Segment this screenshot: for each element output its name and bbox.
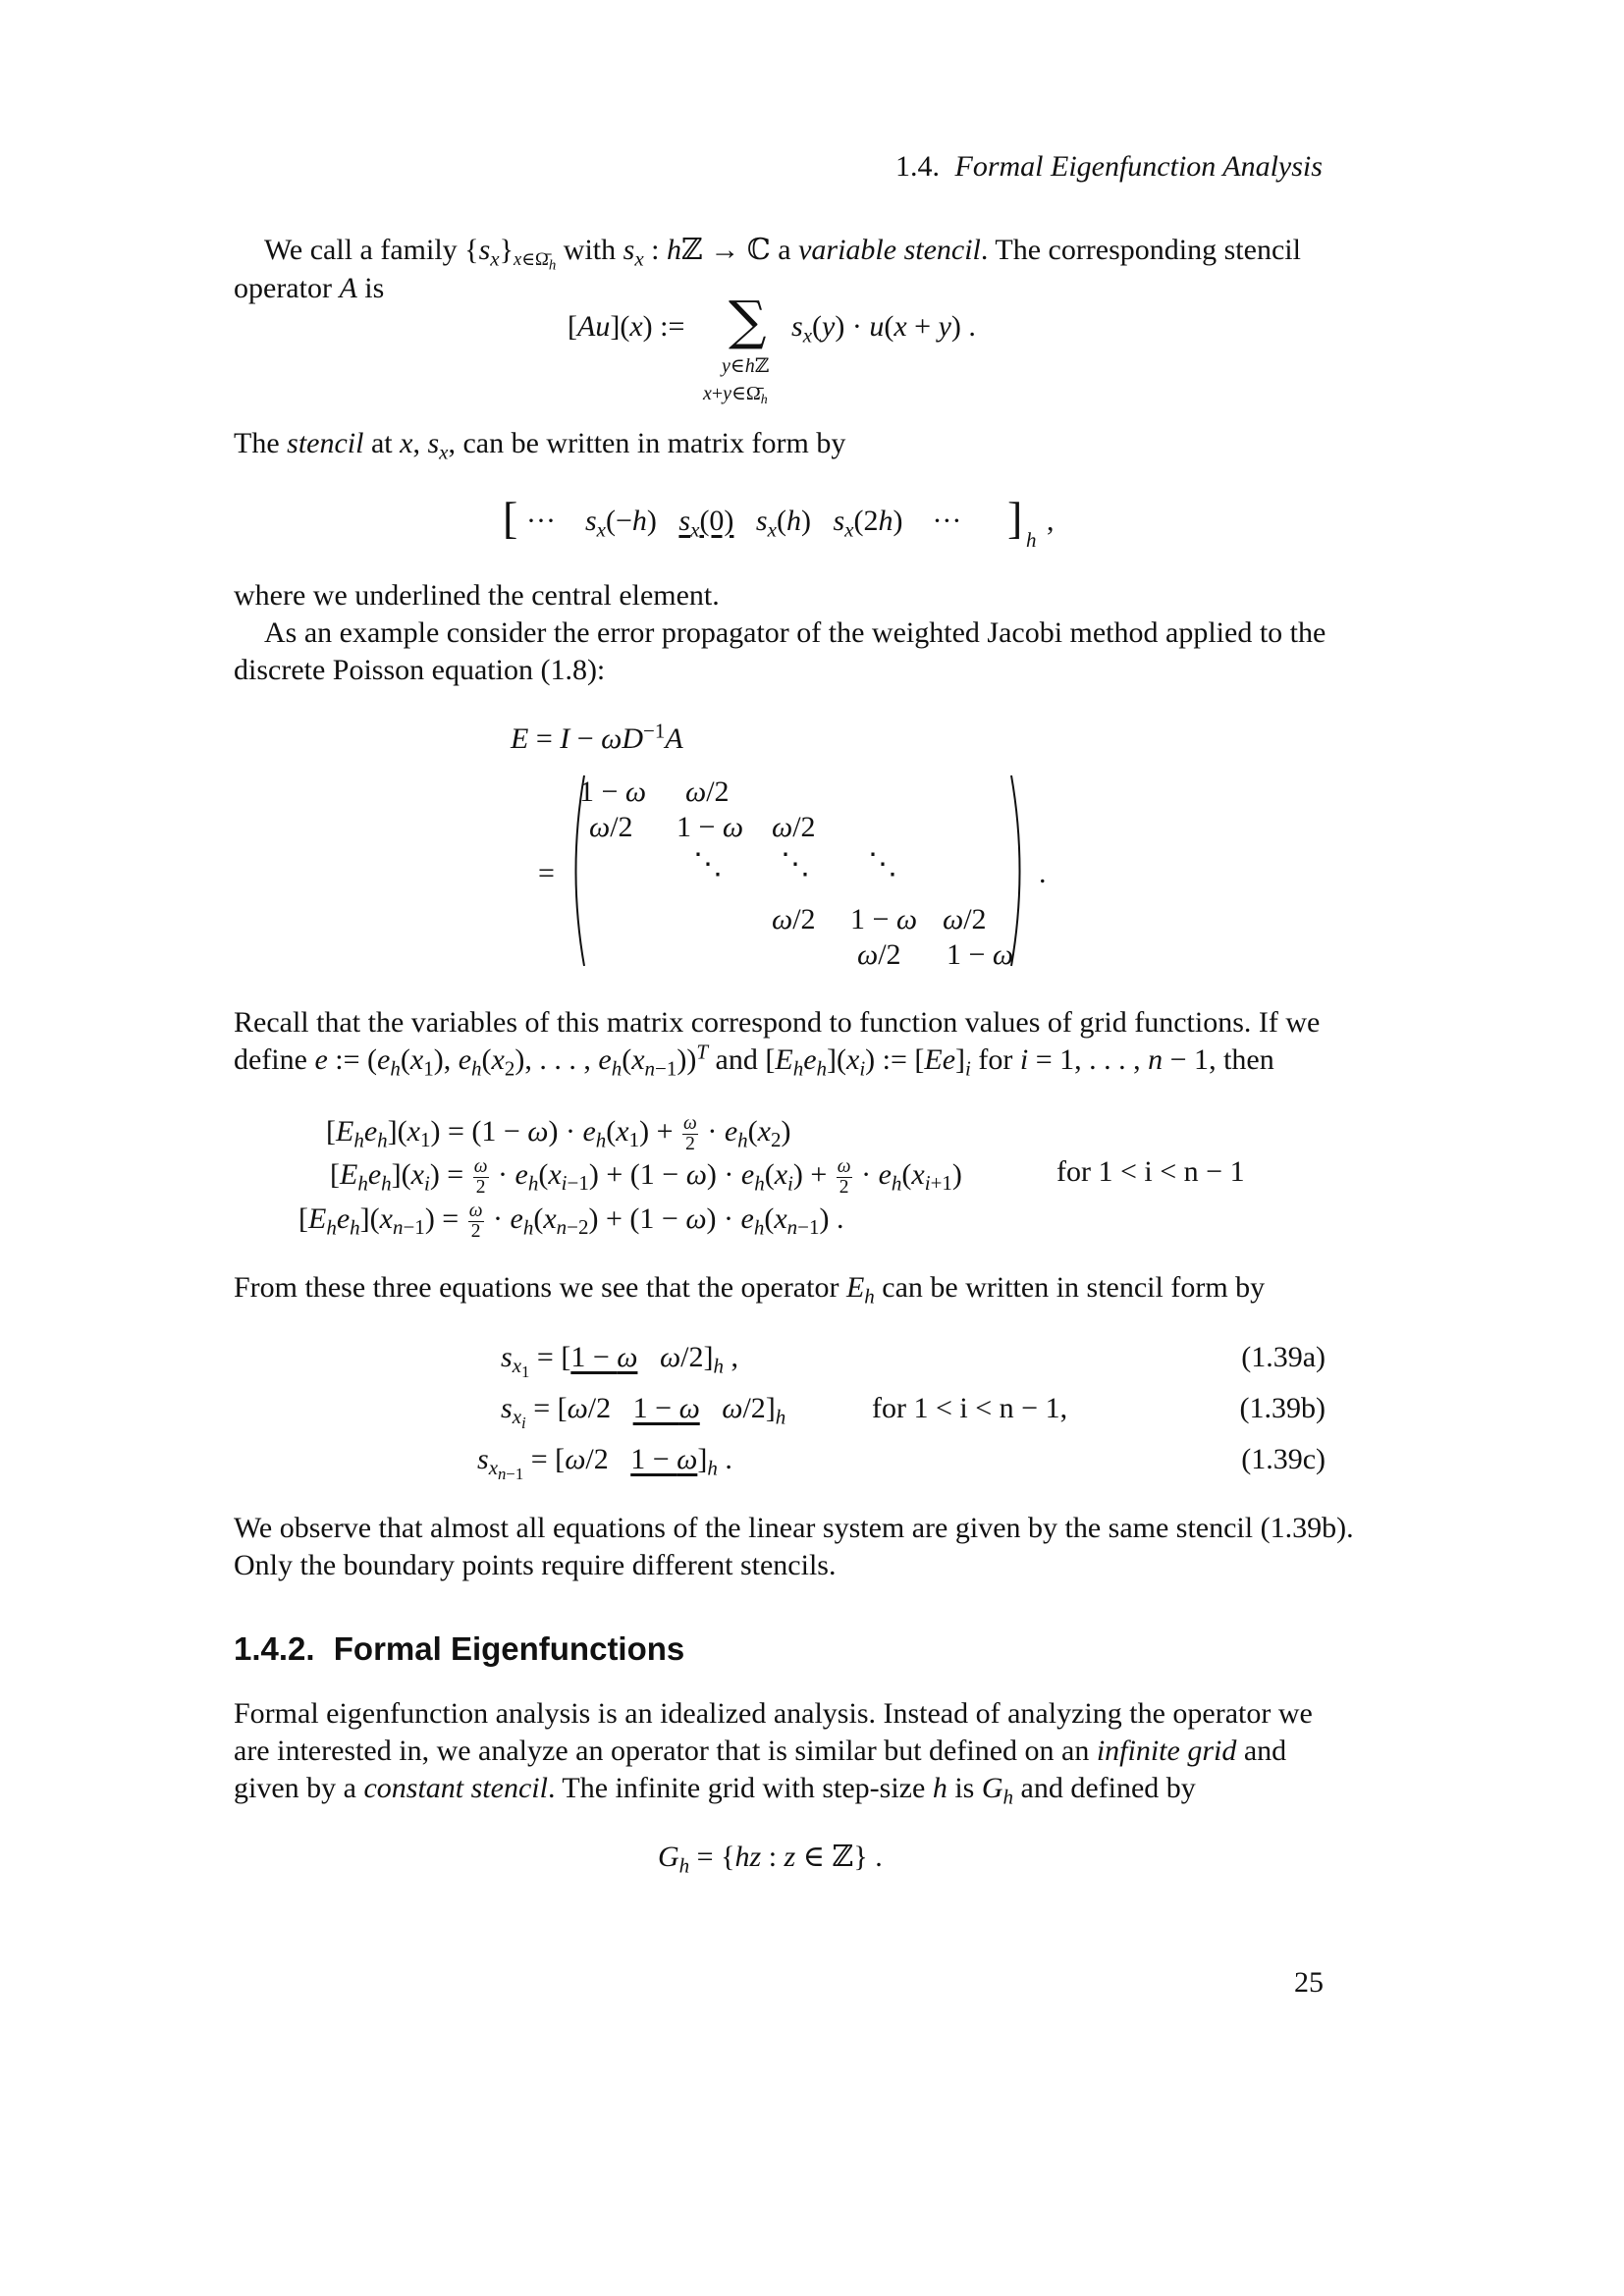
stencil-intro-line: The stencil at x, $s_x$, can be written in matrix form by	[234, 427, 846, 464]
paragraph-variable-stencil-line1: We call a family $\{s_x\}_{x\in\Omegā_h}$ with $s_x$ : hℤ → ℂ a variable stencil. The corresponding stencil	[264, 233, 1301, 274]
header-section-number: 1.4.	[895, 150, 940, 183]
recall-line2: define e := ($e_h(x_1)$, $e_h(x_2)$, . . . , $e_h(x_{n-1}))^T$ and $[E_he_h](x_i)$ := $[Ee]_i$ for i = 1, . . . , n − 1, then	[234, 1040, 1274, 1081]
subsection-number: 1.4.2.	[234, 1630, 315, 1667]
eq-range-condition: for 1 < i < n − 1	[1056, 1155, 1245, 1188]
underline-note: where we underlined the central element.	[234, 579, 720, 612]
jacobi-intro-line1: As an example consider the error propagator of the weighted Jacobi method applied to the	[264, 616, 1326, 649]
three-eq-line: From these three equations we see that the operator $E_h$ can be written in stencil form by	[234, 1271, 1266, 1308]
equation-infinite-grid: $G_h = \{hz$ : z ∈ ℤ} .	[658, 1840, 883, 1878]
recall-line1: Recall that the variables of this matrix correspond to function values of grid functions. If we	[234, 1006, 1321, 1039]
fe-line1: Formal eigenfunction analysis is an idealized analysis. Instead of analyzing the operator we	[234, 1697, 1313, 1730]
jacobi-intro-line2: discrete Poisson equation (1.8):	[234, 654, 606, 686]
fe-line3: given by a constant stencil. The infinite grid with step-size h is $G_h$ and defined by	[234, 1772, 1196, 1809]
page: 1.4. Formal Eigenfunction Analysis We call a family $\{s_x\}_{x\in\Omegā_h}$ with $s_x$ : hℤ → ℂ a variable stencil. The corresponding stencil operator A is [Au](x) := ∑ y∈hℤ $x+y\in\Omegā_h$ $s_x(y) \cdot u(x + y)$ . The stencil at x, $s_x$, can be written in matrix form by [ ··· $s_x(-h)$ $s_x(0)$ $s_x(h)$ $s_x(2h)$ ··· ] h , where we underlined the central element. As an example consider the error propagator of the weighted Jacobi method applied to the discrete Poisson equation (1.8): $E = I - \omega D^{-1}A$ = 1 − ω ω/2 ω/2 1 − ω ω/2 ⋱ ⋱ ⋱ ω/2 1 − ω ω/2 ω/2 1 − ω . Recall that the variables of this matrix correspond to function values of grid functions. If we define e := ($e_h(x_1)$, $e_h(x_2)$, . . . , $e_h(x_{n-1}))^T$ and $[E_he_h](x_i)$ := $[Ee]_i$ for i = 1, . . . , n − 1, then $[E_he_h](x_1) = (1 - \omega) \cdot e_h(x_1)$ + $\frac{\omega}{2}$ · $e_h(x_2)$ $[E_he_h](x_i)$ = $\frac{\omega}{2}$ · $e_h(x_{i-1}) + (1 - \omega) \cdot e_h(x_i)$ + $\frac{\omega}{2}$ · $e_h(x_{i+1})$ for 1 < i < n − 1 $[E_he_h](x_{n-1})$ = $\frac{\omega}{2}$ · $e_h(x_{n-2}) + (1 - \omega) \cdot e_h(x_{n-1})$ . From these three equations we see that the operator $E_h$ can be written in stencil form by $s_{x_1} = [1 - \omega$ $\omega/2]_h$ , (1.39a) $s_{x_i} = [\omega/2$ 1 − ω $\omega/2]_h$ for 1 < i < n − 1, (1.39b) $s_{x_{n-1}} = [\omega/2$ $1 - \omega]_h$ . (1.39c) We observe that almost all equations of the linear system are given by the same stencil (1.39b). Only the boundary points require different stencils. 1.4.2. Formal Eigenfunctions Formal eigenfunction analysis is an idealized analysis. Instead of analyzing the operator we are interested in, we analyze an operator that is similar but defined on an infinite grid and given by a constant stencil. The infinite grid with step-size h is $G_h$ and defined by $G_h = \{hz$ : z ∈ ℤ} . 25	[234, 150, 1354, 1999]
paragraph-variable-stencil-line2: operator A is	[234, 272, 385, 304]
subsection-heading	[234, 1632, 684, 1665]
observe-line1: We observe that almost all equations of the linear system are given by the same stencil (1.39b).	[234, 1512, 1354, 1544]
fe-line2: are interested in, we analyze an operator that is similar but defined on an infinite grid and	[234, 1735, 1287, 1767]
eq-label-1-39c: (1.39c)	[1241, 1443, 1326, 1475]
eq-1-39b-range: for 1 < i < n − 1,	[872, 1392, 1068, 1424]
observe-line2: Only the boundary points require different stencils.	[234, 1549, 837, 1581]
running-header	[895, 152, 1323, 182]
header-section-title: Formal Eigenfunction Analysis	[954, 150, 1323, 183]
subsection-title: Formal Eigenfunctions	[333, 1630, 685, 1667]
page-number: 25	[1294, 1966, 1324, 1999]
eq-label-1-39a: (1.39a)	[1241, 1341, 1326, 1373]
eq-label-1-39b: (1.39b)	[1239, 1392, 1326, 1424]
